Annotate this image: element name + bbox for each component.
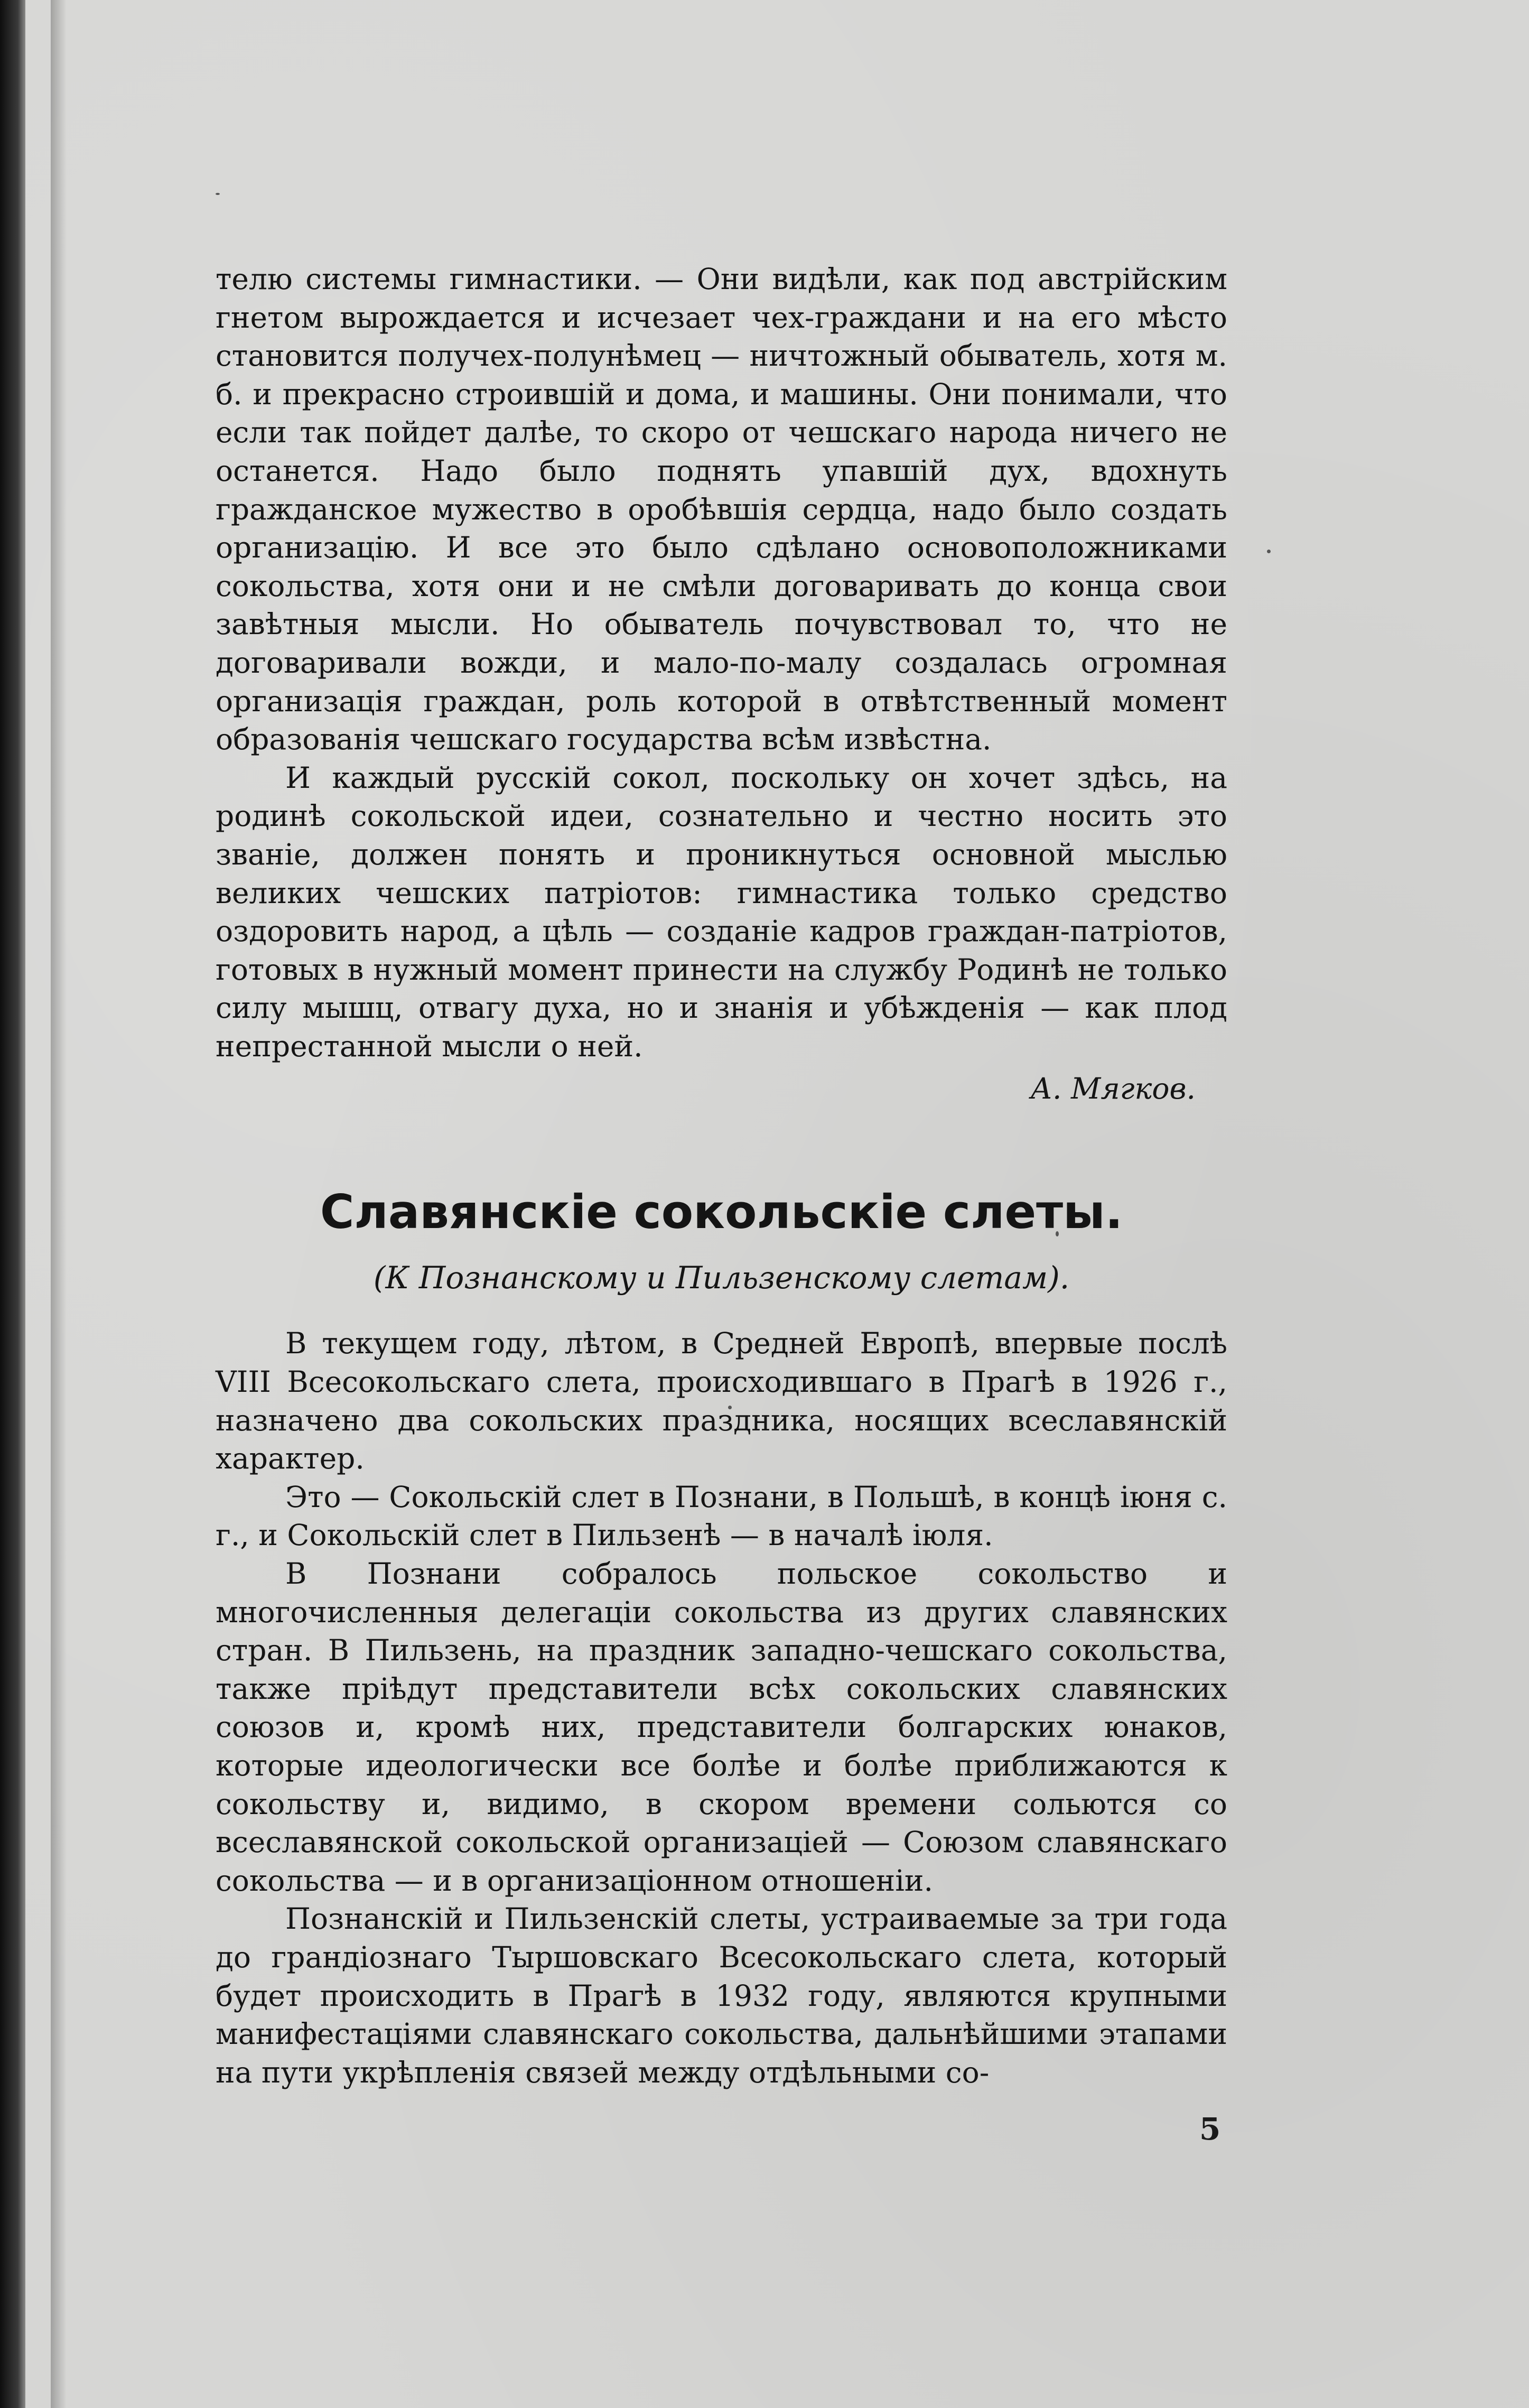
paper-speck xyxy=(216,193,220,195)
page-text xyxy=(216,260,1227,2091)
article2-paragraph-3: В Познани собралось польское сокольство и многочисленныя делегаціи сокольства из других славянских стран. В Пильзень, на праздник западно-чешскаго сокольства, также пріѣдут представители всѣх сокольских славянских союзов и, кромѣ них, представители болгарских юнаков, которые идеологически все болѣе и болѣе приближаются к сокольству и, видимо, в скором времени сольются со всеславянской сокольской организаціей — Союзом славянскаго сокольства — и в организаціонном отношеніи. xyxy=(216,1557,1227,1898)
article2-subtitle: (К Познанскому и Пильзенскому слетам). xyxy=(373,1260,1070,1296)
page-number: 5 xyxy=(1199,2111,1221,2147)
page-fold-shadow xyxy=(51,0,67,2408)
paper-speck xyxy=(1267,550,1271,553)
article2-paragraph-2: Это — Сокольскій слет в Познани, в Польшѣ, в концѣ іюня с. г., и Сокольскій слет в Пильзенѣ — в началѣ іюля. xyxy=(216,1480,1227,1552)
article1-signature: А. Мягков. xyxy=(1030,1072,1196,1106)
article2-paragraph-4: Познанскій и Пильзенскій слеты, устраиваемые за три года до грандіознаго Тыршовскаго Всесокольскаго слета, который будет происходить в Прагѣ в 1932 году, являются крупными манифестаціями славянскаго сокольства, дальнѣйшими этапами на пути укрѣпленія связей между отдѣльными со- xyxy=(216,1902,1227,2089)
article2-paragraph-1: В текущем году, лѣтом, в Средней Европѣ, впервые послѣ VIII Всесокольскаго слета, происходившаго в Прагѣ в 1926 г., назначено два сокольских праздника, носящих всеславянскій характер. xyxy=(216,1326,1227,1476)
article1-paragraph-2: И каждый русскій сокол, поскольку он хочет здѣсь, на родинѣ сокольской идеи, сознательно и честно носить это званіе, должен понять и проникнуться основной мыслью великих чешских патріотов: гимнастика только средство оздоровить народ, а цѣль — созданіе кадров граждан-патріотов, готовых в нужный момент принести на службу Родинѣ не только силу мышц, отвагу духа, но и знанія и убѣжденія — как плод непрестанной мысли о ней. xyxy=(216,760,1227,1063)
article1-paragraph-1: телю системы гимнастики. — Они видѣли, как под австрійским гнетом вырождается и исчезает чех-граждани и на его мѣсто становится получех-полунѣмец — ничтожный обыватель, хотя м. б. и прекрасно строившій и дома, и машины. Они понимали, что если так пойдет далѣе, то скоро от чешскаго народа ничего не останется. Надо было поднять упавшій дух, вдохнуть гражданское мужество в оробѣвшія сердца, надо было создать организацію. И все это было сдѣлано основоположниками сокольства, хотя они и не смѣли договаривать до конца свои завѣтныя мысли. Но обыватель почувствовал то, что не договаривали вожди, и мало-по-малу создалась огромная организація граждан, роль которой в отвѣтственный момент образованія чешскаго государства всѣм извѣстна. xyxy=(216,262,1227,757)
article2-title: Славянскіе сокольскіе слеты. xyxy=(320,1185,1123,1240)
book-spine xyxy=(0,0,25,2408)
